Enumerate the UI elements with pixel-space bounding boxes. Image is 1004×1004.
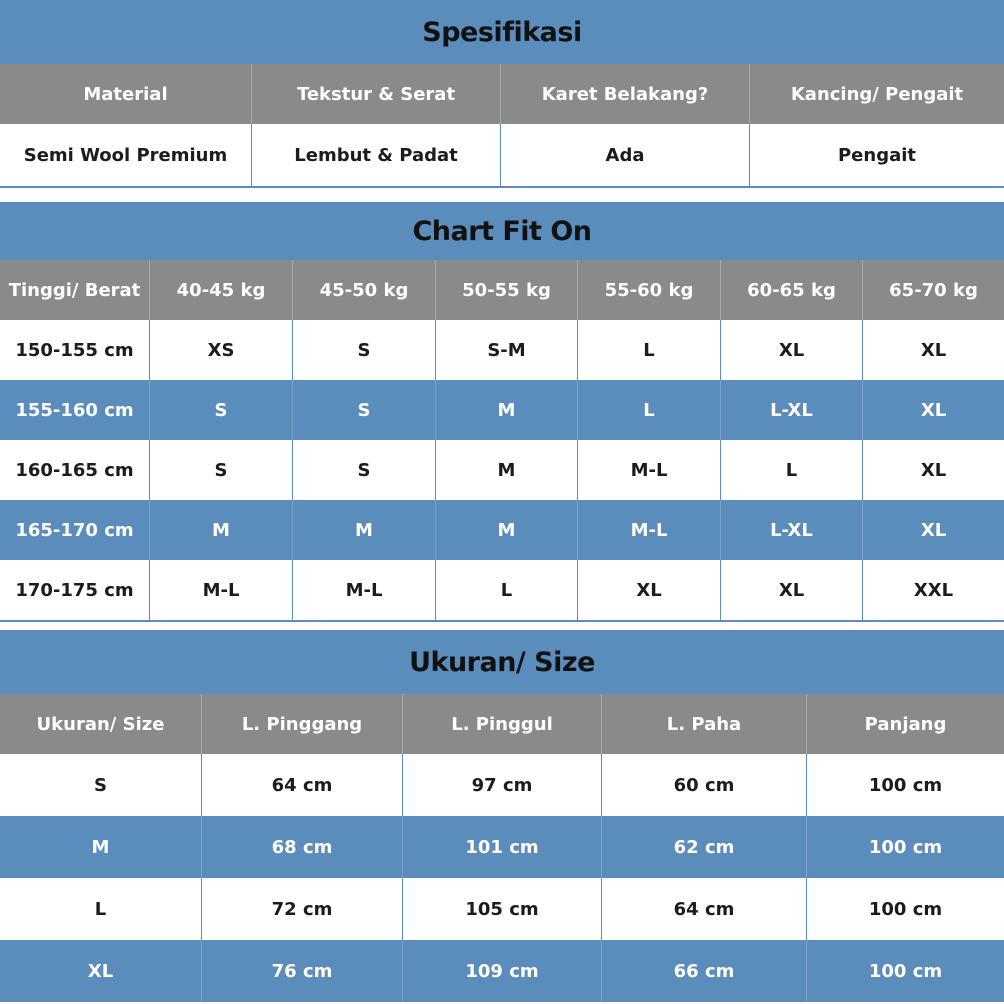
spec-header-karet: Karet Belakang? [501,64,750,124]
fit-header-cell: Tinggi/ Berat [0,260,150,320]
size-header-row [0,694,1004,754]
fit-size-cell: M-L [578,440,721,500]
spec-value-tekstur: Lembut & Padat [252,124,501,186]
fit-size-cell: M [436,440,578,500]
fit-size-cell: S-M [436,320,578,380]
spesifikasi-header-row [0,64,1004,124]
size-header-cell: L. Pinggang [202,694,403,754]
fit-size-cell: M [436,380,578,440]
size-value-cell: 101 cm [403,816,602,878]
table-row [0,320,1004,380]
fit-size-cell: L [721,440,863,500]
spec-header-material: Material [0,64,252,124]
table-row [0,380,1004,440]
spec-header-tekstur: Tekstur & Serat [252,64,501,124]
fit-size-cell: M [436,500,578,560]
spesifikasi-section [0,0,1004,186]
fit-size-cell: M-L [293,560,436,620]
fit-size-cell: XL [920,459,947,481]
fit-size-cell: S [150,440,293,500]
size-value-cell: 64 cm [602,878,807,940]
table-row [0,440,1004,500]
fit-size-cell: XL [920,339,947,361]
table-row [0,500,1004,560]
fit-size-cell: XS [150,320,293,380]
fit-header-cell: 65-70 kg [889,279,978,301]
size-title: Ukuran/ Size [0,630,1004,694]
spec-value-kancing: Pengait [837,144,917,166]
fit-title: Chart Fit On [0,202,1004,260]
size-section [0,630,1004,1002]
size-header-cell: L. Pinggul [403,694,602,754]
fit-height-cell: 155-160 cm [0,380,150,440]
size-value-cell: 100 cm [868,898,943,920]
size-value-cell: 60 cm [602,754,807,816]
fit-size-cell: XL [721,320,863,380]
table-row [0,878,1004,940]
size-value-cell: 100 cm [868,960,943,982]
fit-size-cell: M-L [578,500,721,560]
size-header-cell: Panjang [864,713,947,735]
spacer [0,188,1004,202]
fit-header-cell: 50-55 kg [436,260,578,320]
spacer [0,622,1004,630]
spec-header-kancing: Kancing/ Pengait [790,83,964,105]
fit-header-cell: 60-65 kg [721,260,863,320]
fit-height-cell: 165-170 cm [0,500,150,560]
size-value-cell: 97 cm [403,754,602,816]
fit-size-cell: L-XL [721,500,863,560]
spesifikasi-title: Spesifikasi [0,0,1004,64]
fit-size-cell: L-XL [721,380,863,440]
size-value-cell: 62 cm [602,816,807,878]
size-value-cell: 68 cm [202,816,403,878]
size-header-cell: L. Paha [602,694,807,754]
table-row [0,754,1004,816]
fit-height-cell: 170-175 cm [0,560,150,620]
fit-size-cell: M [150,500,293,560]
fit-size-cell: S [293,380,436,440]
size-label-cell: XL [0,940,202,1002]
spec-value-karet: Ada [501,124,750,186]
fit-size-cell: L [578,380,721,440]
size-value-cell: 100 cm [868,774,943,796]
fit-size-cell: XL [920,519,947,541]
fit-size-cell: S [150,380,293,440]
fit-size-cell: XL [578,560,721,620]
fit-size-cell: XL [721,560,863,620]
fit-size-cell: M [293,500,436,560]
spesifikasi-value-row [0,124,1004,186]
fit-size-cell: XL [920,399,947,421]
fit-height-cell: 150-155 cm [0,320,150,380]
fit-size-cell: L [436,560,578,620]
size-value-cell: 66 cm [602,940,807,1002]
fit-height-cell: 160-165 cm [0,440,150,500]
spec-value-material: Semi Wool Premium [0,124,252,186]
fit-size-cell: XXL [913,579,954,601]
size-value-cell: 76 cm [202,940,403,1002]
fit-header-cell: 45-50 kg [293,260,436,320]
size-value-cell: 109 cm [403,940,602,1002]
size-value-cell: 72 cm [202,878,403,940]
size-label-cell: S [0,754,202,816]
size-value-cell: 64 cm [202,754,403,816]
fit-size-cell: L [578,320,721,380]
table-row [0,560,1004,620]
fit-section [0,202,1004,620]
size-label-cell: M [0,816,202,878]
table-row [0,816,1004,878]
fit-size-cell: S [293,320,436,380]
fit-header-cell: 40-45 kg [150,260,293,320]
fit-header-row [0,260,1004,320]
size-value-cell: 100 cm [868,836,943,858]
size-label-cell: L [0,878,202,940]
fit-size-cell: S [293,440,436,500]
size-header-cell: Ukuran/ Size [0,694,202,754]
fit-header-cell: 55-60 kg [578,260,721,320]
size-value-cell: 105 cm [403,878,602,940]
table-row [0,940,1004,1002]
fit-size-cell: M-L [150,560,293,620]
